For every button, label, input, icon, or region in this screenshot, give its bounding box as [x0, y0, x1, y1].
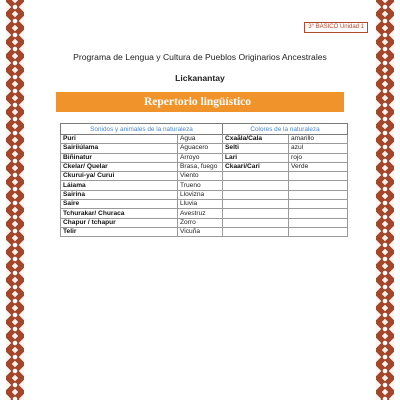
color-translation-cell: amarillo — [289, 135, 348, 144]
sound-word-cell: Telir — [61, 227, 178, 236]
program-title: Programa de Lengua y Cultura de Pueblos Originarios Ancestrales — [73, 52, 327, 62]
color-translation-cell — [289, 218, 348, 227]
color-word-cell — [223, 190, 289, 199]
color-word-cell — [223, 181, 289, 190]
table-row — [61, 181, 348, 190]
header-sounds-animals: Sonidos y animales de la naturaleza — [61, 124, 223, 135]
color-word-cell — [223, 218, 289, 227]
table-header-row — [61, 124, 348, 135]
table-row — [61, 227, 348, 236]
sound-word-cell: Chapur / tchapur — [61, 218, 178, 227]
color-translation-cell — [289, 227, 348, 236]
color-translation-cell: rojo — [289, 153, 348, 162]
table-row — [61, 144, 348, 153]
table-row — [61, 135, 348, 144]
sound-translation-cell: Aguacero — [178, 144, 223, 153]
color-translation-cell — [289, 172, 348, 181]
color-word-cell — [223, 200, 289, 209]
sound-translation-cell: Avestruz — [178, 209, 223, 218]
sound-translation-cell: Zorro — [178, 218, 223, 227]
vocabulary-table — [60, 123, 348, 237]
color-word-cell: Ckaari/Cari — [223, 162, 289, 171]
table-row — [61, 200, 348, 209]
sound-word-cell: Ckelar/ Quelar — [61, 162, 178, 171]
color-translation-cell — [289, 181, 348, 190]
color-translation-cell — [289, 190, 348, 199]
sound-translation-cell: Brasa, fuego — [178, 162, 223, 171]
color-word-cell — [223, 227, 289, 236]
color-translation-cell — [289, 200, 348, 209]
sound-word-cell: Ckurui-ya/ Curui — [61, 172, 178, 181]
color-word-cell: Selti — [223, 144, 289, 153]
table-row — [61, 209, 348, 218]
sound-word-cell: Láiama — [61, 181, 178, 190]
header-colors: Colores de la naturaleza — [223, 124, 348, 135]
sound-word-cell: Puri — [61, 135, 178, 144]
grade-unit-badge: 3° BÁSICO Unidad 1 — [304, 22, 368, 33]
sound-translation-cell: Trueno — [178, 181, 223, 190]
color-word-cell: Cxaãla/Cala — [223, 135, 289, 144]
sound-translation-cell: Agua — [178, 135, 223, 144]
sound-translation-cell: Arroyo — [178, 153, 223, 162]
sound-word-cell: Sairina — [61, 190, 178, 199]
section-banner: Repertorio lingüístico — [56, 92, 344, 112]
color-translation-cell: azul — [289, 144, 348, 153]
color-translation-cell — [289, 209, 348, 218]
table-row — [61, 153, 348, 162]
color-word-cell: Lari — [223, 153, 289, 162]
table-row — [61, 172, 348, 181]
color-word-cell — [223, 209, 289, 218]
table-row — [61, 190, 348, 199]
sound-word-cell: Biñinatur — [61, 153, 178, 162]
color-word-cell — [223, 172, 289, 181]
sound-translation-cell: Vicuña — [178, 227, 223, 236]
sound-word-cell: Saire — [61, 200, 178, 209]
sound-word-cell: Tchurakar/ Churaca — [61, 209, 178, 218]
table-row — [61, 162, 348, 171]
sound-translation-cell: Lluvia — [178, 200, 223, 209]
color-translation-cell: Verde — [289, 162, 348, 171]
table-row — [61, 218, 348, 227]
sound-word-cell: Sairiiúlama — [61, 144, 178, 153]
people-subtitle: Lickanantay — [175, 73, 225, 83]
sound-translation-cell: Viento — [178, 172, 223, 181]
sound-translation-cell: Llovizna — [178, 190, 223, 199]
